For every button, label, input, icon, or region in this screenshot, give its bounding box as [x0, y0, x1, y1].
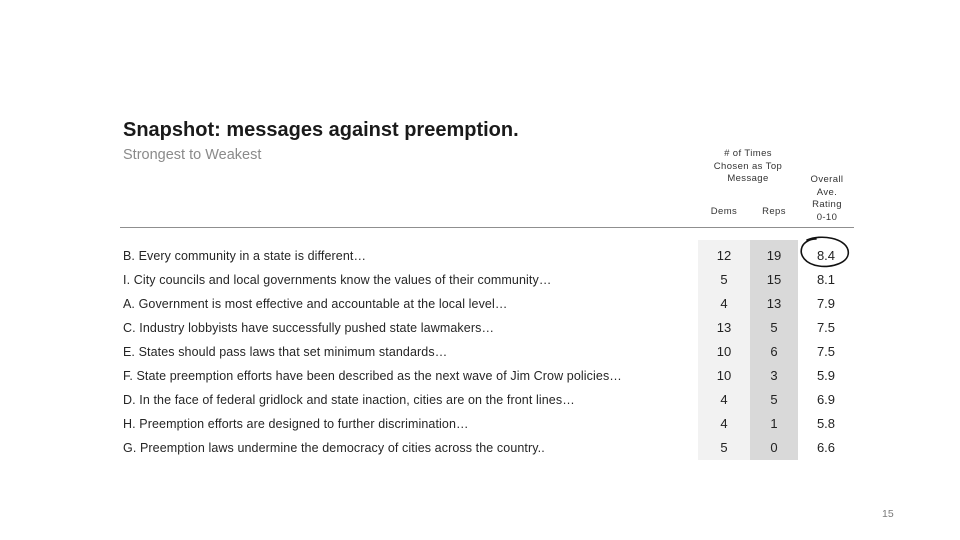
table-row — [0, 268, 960, 292]
overall-rating: 8.1 — [816, 272, 836, 287]
reps-count: 15 — [766, 272, 782, 287]
overall-rating: 5.9 — [816, 368, 836, 383]
message-label: H. Preemption efforts are designed to further discrimination… — [123, 417, 469, 431]
times-header-line-1: # of Times — [724, 148, 772, 159]
slide-subtitle: Strongest to Weakest — [123, 147, 262, 163]
dems-count: 5 — [720, 440, 728, 455]
message-label: B. Every community in a state is different… — [123, 249, 367, 263]
reps-count: 0 — [770, 440, 778, 455]
overall-rating: 7.5 — [816, 344, 836, 359]
times-header-line-3: Message — [727, 173, 769, 184]
dems-count: 4 — [720, 296, 728, 311]
times-header-line-2: Chosen as Top — [713, 160, 783, 172]
overall-rating: 7.5 — [816, 320, 836, 335]
slide-title: Snapshot: messages against preemption. — [123, 119, 519, 141]
message-label: A. Government is most effective and accountable at the local level… — [123, 297, 508, 311]
table-row — [0, 316, 960, 340]
reps-count: 3 — [770, 368, 778, 383]
reps-count: 6 — [770, 344, 778, 359]
overall-header-line-2: Ave. — [816, 186, 838, 198]
table-row — [0, 340, 960, 364]
highlight-circle-annotation — [797, 235, 853, 271]
dems-count: 10 — [716, 368, 732, 383]
reps-count: 19 — [766, 248, 782, 263]
dems-count: 4 — [720, 416, 728, 431]
table-row — [0, 292, 960, 316]
dems-count: 12 — [716, 248, 732, 263]
overall-rating-header — [804, 174, 850, 224]
dems-count: 13 — [716, 320, 732, 335]
dems-count: 4 — [720, 392, 728, 407]
table-row — [0, 412, 960, 436]
reps-header: Reps — [762, 206, 786, 217]
message-label: E. States should pass laws that set minimum standards… — [123, 345, 448, 359]
header-divider — [120, 227, 854, 228]
reps-count: 13 — [766, 296, 782, 311]
message-label: G. Preemption laws undermine the democracy of cities across the country.. — [123, 441, 545, 455]
reps-count: 1 — [770, 416, 778, 431]
table-row — [0, 364, 960, 388]
page-number: 15 — [882, 508, 894, 520]
dems-count: 5 — [720, 272, 728, 287]
overall-header-line-3: Rating — [812, 199, 842, 210]
table-row — [0, 388, 960, 412]
message-label: I. City councils and local governments know the values of their community… — [123, 273, 552, 287]
times-chosen-header — [698, 148, 798, 186]
message-label: D. In the face of federal gridlock and state inaction, cities are on the front lines… — [123, 393, 575, 407]
overall-header-line-4: 0-10 — [816, 211, 838, 223]
overall-rating: 6.9 — [816, 392, 836, 407]
overall-rating: 5.8 — [816, 416, 836, 431]
overall-header-line-1: Overall — [810, 174, 844, 185]
message-label: F. State preemption efforts have been described as the next wave of Jim Crow policies… — [123, 369, 622, 383]
overall-rating: 7.9 — [816, 296, 836, 311]
table-row — [0, 436, 960, 460]
overall-rating: 6.6 — [816, 440, 836, 455]
message-label: C. Industry lobbyists have successfully pushed state lawmakers… — [123, 321, 495, 335]
dems-count: 10 — [716, 344, 732, 359]
overall-rating: 8.4 — [816, 248, 836, 263]
reps-count: 5 — [770, 320, 778, 335]
reps-count: 5 — [770, 392, 778, 407]
dems-header: Dems — [710, 206, 738, 217]
